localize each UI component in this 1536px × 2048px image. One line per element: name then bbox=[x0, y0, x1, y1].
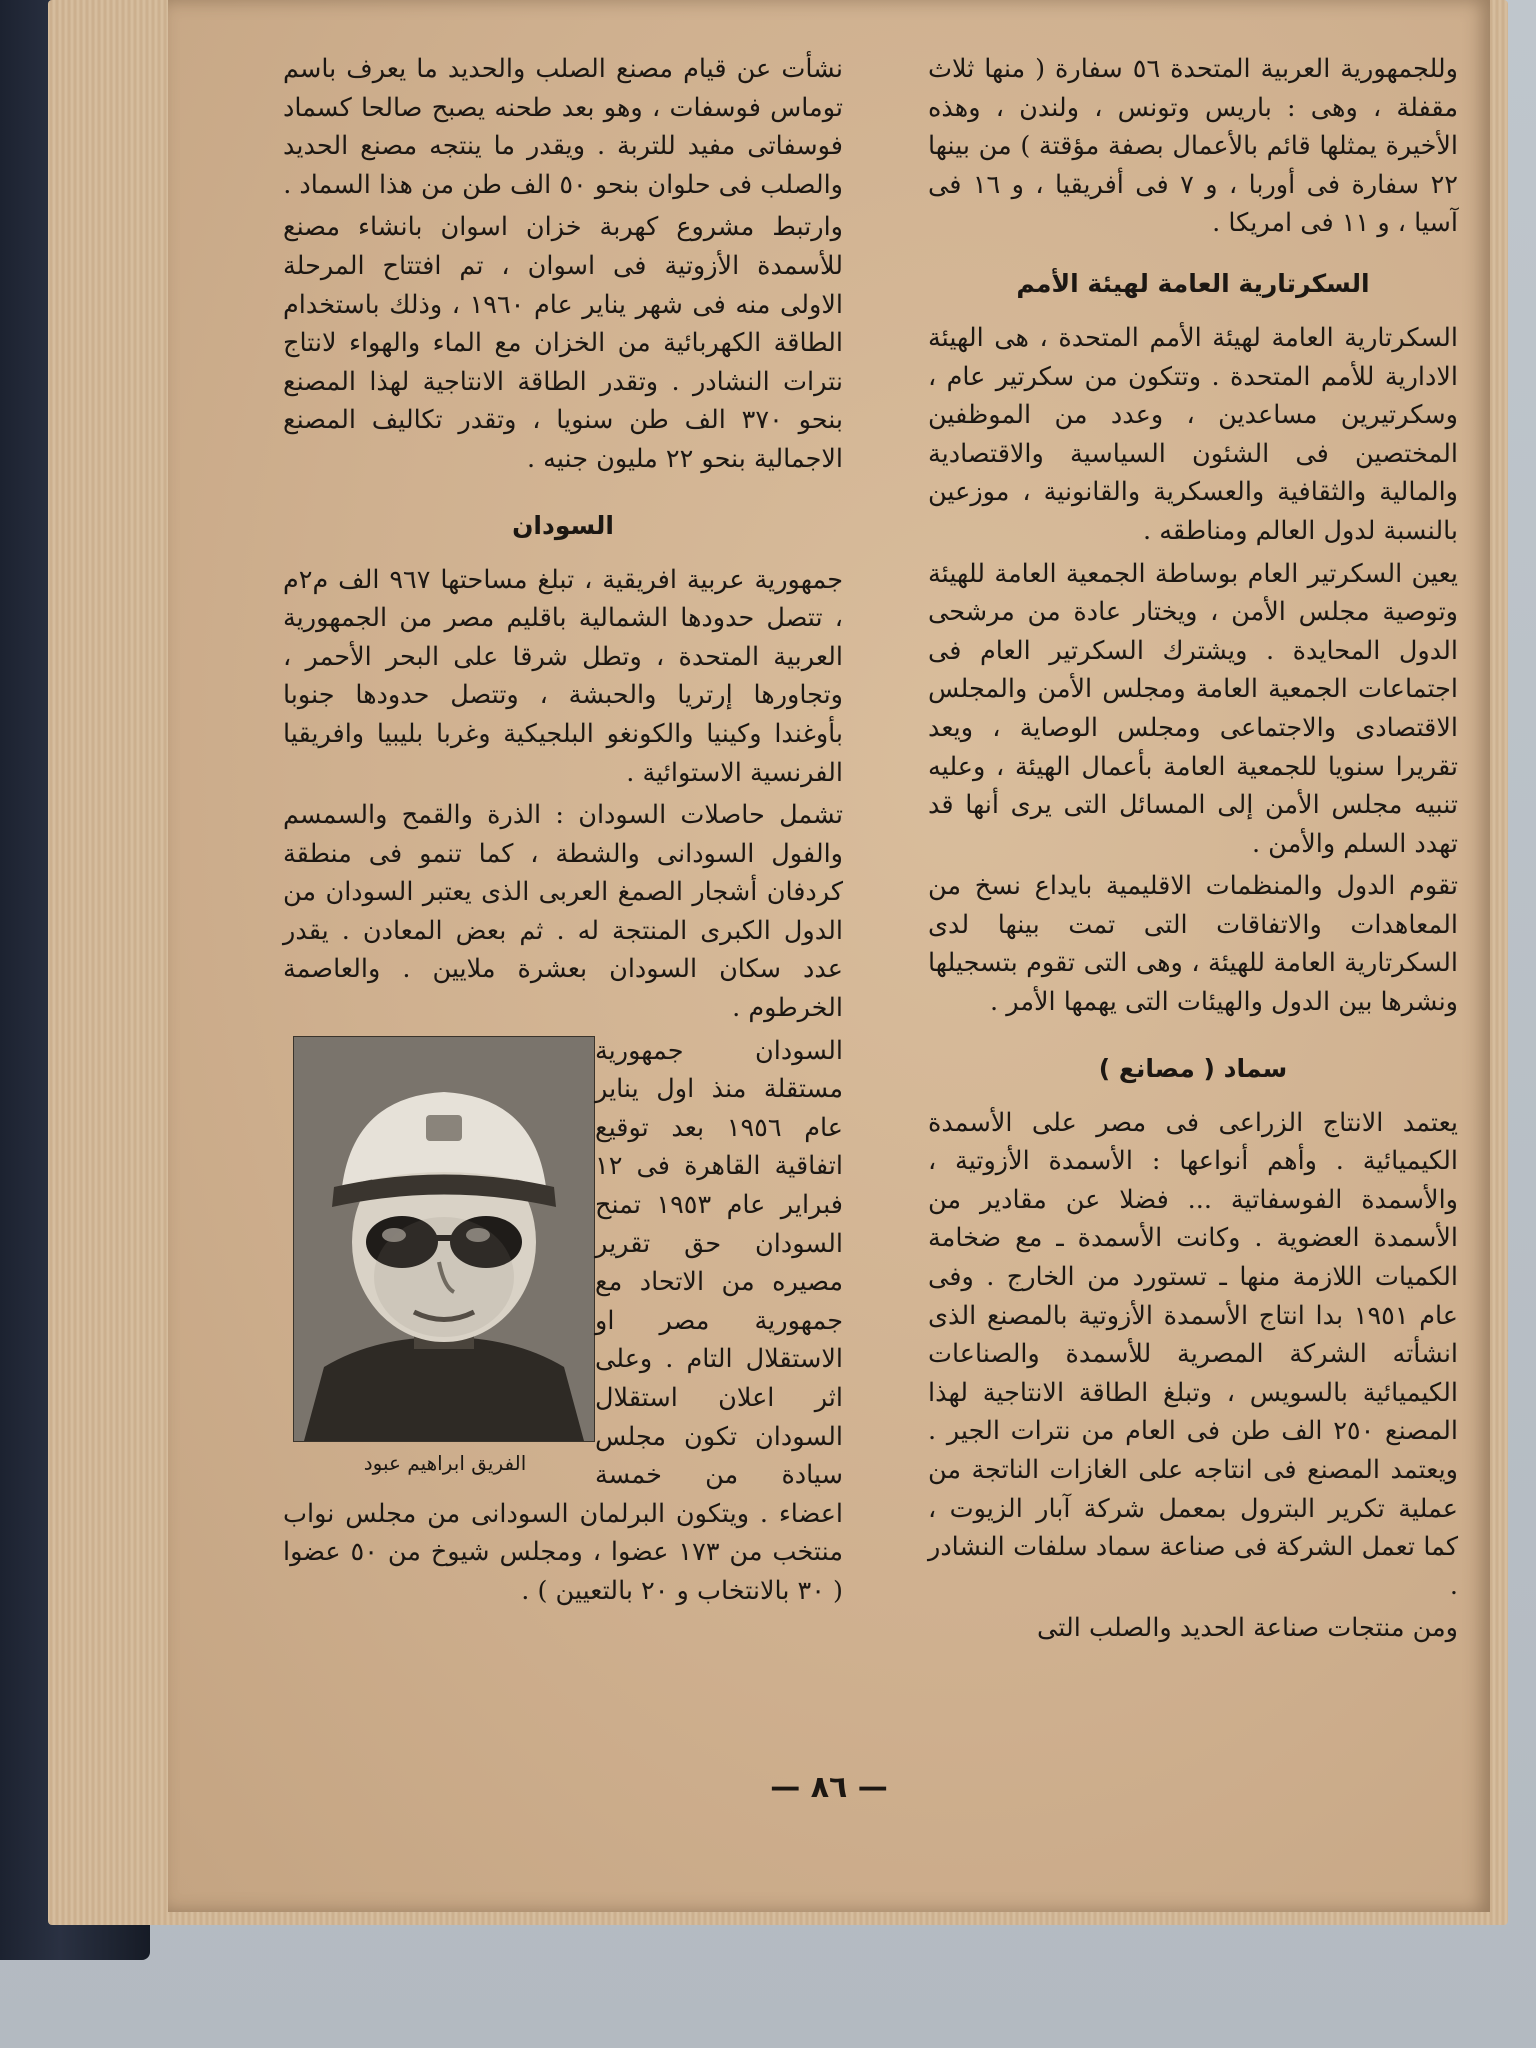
embassies-paragraph: وللجمهورية العربية المتحدة ٥٦ سفارة ( منها ثلاث مقفلة ، وهى : باريس وتونس ، ولندن ، وهذه الأخيرة يمثلها قائم بالأعمال بصفة مؤقتة ) من بينها ٢٢ سفارة فى أوربا ، و ٧ فى أفريقيا ، و ١٦ فى آسيا ، و ١١ فى امريكا . bbox=[928, 54, 1458, 239]
secretariat-paragraph-3: تقوم الدول والمنظمات الاقليمية بايداع نسخ من المعاهدات والاتفاقات التى تمت بينها لدى السكرتارية العامة للهيئة ، وهى التى تقوم بتسجيلها ونشرها بين الدول والهيئات التى يهمها الأمر . bbox=[928, 871, 1458, 1018]
fertilizer-paragraph-2: ومن منتجات صناعة الحديد والصلب التى bbox=[1037, 1613, 1458, 1644]
fertilizer-heading: سماد ( مصانع ) bbox=[1098, 1053, 1288, 1083]
sudan-politics-block bbox=[283, 1032, 843, 1615]
thomas-phosphate-paragraph: نشأت عن قيام مصنع الصلب والحديد ما يعرف باسم توماس فوسفات ، وهو بعد طحنه يصبح صالحا كسماد فوسفاتى مفيد للتربة . ويقدر ما ينتجه مصنع الحديد والصلب فى حلوان بنحو ٥٠ الف طن من هذا السماد . bbox=[283, 54, 843, 200]
sudan-geography-paragraph: جمهورية عربية افريقية ، تبلغ مساحتها ٩٦٧ الف م٢م ، تتصل حدودها الشمالية باقليم مصر من الجمهورية العربية المتحدة ، وتطل شرقا على البحر الأحمر ، وتجاورها إرتريا والحبشة ، وتتصل حدودها جنوبا بأوغندا وكينيا والكونغو البلجيكية وغربا بليبيا وافريقيا الفرنسية الاستوائية . bbox=[283, 564, 843, 788]
portrait-caption: الفريق ابراهيم عبود bbox=[363, 1450, 527, 1475]
secretariat-heading: السكرتارية العامة لهيئة الأمم bbox=[1016, 268, 1370, 298]
secretariat-paragraph-2: يعين السكرتير العام بوساطة الجمعية العامة للهيئة وتوصية مجلس الأمن ، ويختار عادة من مرشحى الدول المحايدة . ويشترك السكرتير العام فى اجتماعات الجمعية العامة ومجلس الأمن والمجلس الاقتصادى والاجتماعى ومجلس الوصاية ، ويعد تقريرا سنويا للجمعية العامة بأعمال الهيئة ، وعليه تنبيه مجلس الأمن إلى المسائل التى يرى أنها قد تهدد السلم والأمن . bbox=[928, 558, 1458, 859]
portrait-figure bbox=[295, 1036, 595, 1478]
sudan-products-paragraph: تشمل حاصلات السودان : الذرة والقمح والسمسم والفول السودانى والشطة ، كما تنمو فى منطقة كردفان أشجار الصمغ العربى الذى يعتبر السودان من الدول الكبرى المنتجة له . ثم بعض المعادن . يقدر عدد سكان السودان بعشرة ملايين . والعاصمة الخرطوم . bbox=[283, 800, 843, 1024]
portrait-photo bbox=[293, 1036, 595, 1442]
fertilizer-paragraph-1: يعتمد الانتاج الزراعى فى مصر على الأسمدة الكيميائية . وأهم أنواعها : الأسمدة الأزوتية ، والأسمدة الفوسفاتية ... فضلا عن مقادير من الأسمدة العضوية . وكانت الأسمدة ـ مع ضخامة الكميات اللازمة منها ـ تستورد من الخارج . وفى عام ١٩٥١ بدا انتاج الأسمدة الأزوتية بالمصنع الذى انشأته الشركة المصرية للأسمدة والصناعات الكيميائية بالسويس ، وتبلغ الطاقة الانتاجية لهذا المصنع ٢٥٠ الف طن فى العام من نترات الجير . ويعتمد المصنع فى انتاجه على الغازات الناتجة من عملية تكرير البترول بمعمل شركة آبار الزيوت ، كما تعمل الشركة فى صناعة سماد سلفات النشادر . bbox=[928, 1107, 1458, 1601]
aswan-plant-paragraph: وارتبط مشروع كهربة خزان اسوان بانشاء مصنع للأسمدة الأزوتية فى اسوان ، تم افتتاح المرحلة الاولى منه فى شهر يناير عام ١٩٦٠ ، وذلك باستخدام الطاقة الكهربائية من الخزان مع الماء والهواء لانتاج نترات النشادر . وتقدر الطاقة الانتاجية لهذا المصنع بنحو ٣٧٠ الف طن سنويا ، وتقدر تكاليف المصنع الاجمالية بنحو ٢٢ مليون جنيه . bbox=[283, 212, 843, 474]
sudan-politics-paragraph: السودان جمهورية مستقلة منذ اول يناير عام ١٩٥٦ بعد توقيع اتفاقية القاهرة فى ١٢ فبراير عام ١٩٥٣ تمنح السودان حق تقرير مصيره من الاتحاد مع جمهورية مصر او الاستقلال التام . وعلى اثر اعلان استقلال السودان تكون مجلس سيادة من خمسة اعضاء . ويتكون البرلمان السودانى من مجلس نواب منتخب من ١٧٣ عضوا ، ومجلس شيوخ من ٥٠ عضوا ( ٣٠ بالانتخاب و ٢٠ بالتعيين ) . bbox=[283, 1035, 843, 1606]
left-column bbox=[283, 50, 843, 1615]
secretariat-paragraph-1: السكرتارية العامة لهيئة الأمم المتحدة ، هى الهيئة الادارية للأمم المتحدة . وتتكون من سكرتير عام ، وسكرتيرين مساعدين ، وعدد من الموظفين المختصين فى الشئون السياسية والاقتصادية والمالية والثقافية والعسكرية والقانونية ، موزعين بالنسبة لدول العالم ومناطقه . bbox=[928, 322, 1458, 546]
page-number: — ٨٦ — bbox=[770, 1770, 888, 1805]
portrait-illustration bbox=[294, 1037, 594, 1441]
book-page bbox=[168, 0, 1490, 1912]
sudan-heading: السودان bbox=[512, 510, 614, 540]
right-column bbox=[928, 50, 1458, 1652]
